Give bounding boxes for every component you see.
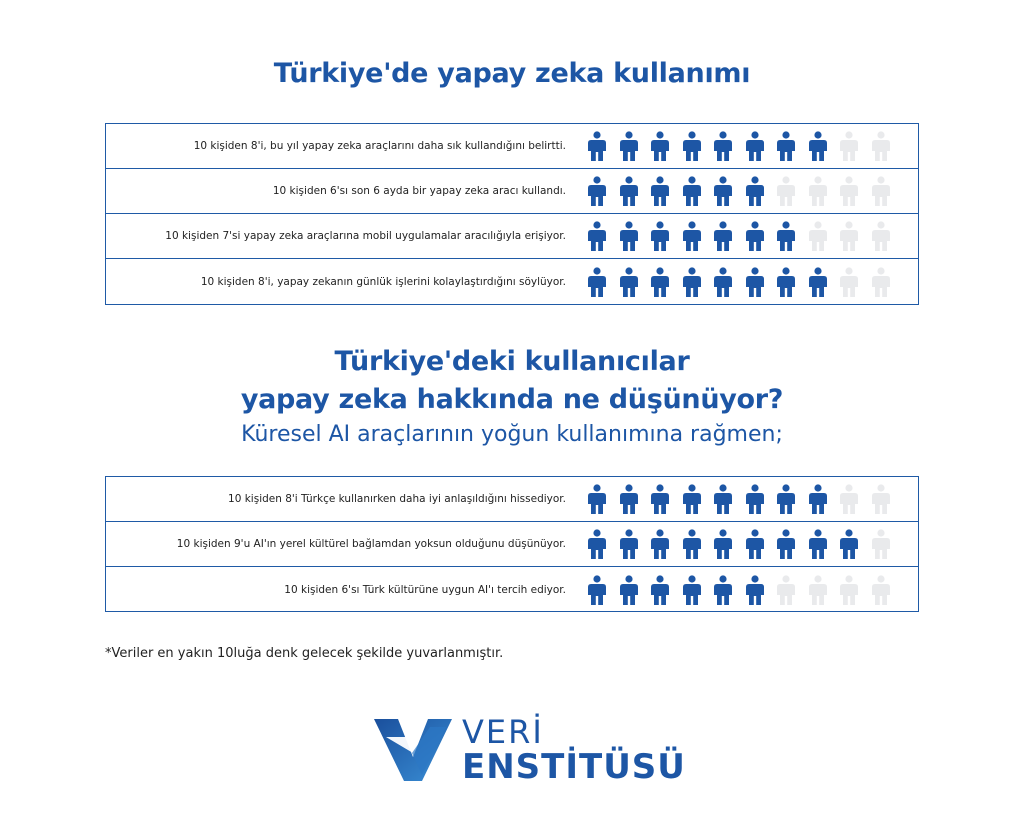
- person-icon: [681, 221, 703, 251]
- person-icon: [744, 575, 766, 605]
- person-icon: [775, 176, 797, 206]
- person-icon: [744, 529, 766, 559]
- row-label: 10 kişiden 6'sı Türk kültürüne uygun AI'ı tercih ediyor.: [284, 583, 566, 596]
- person-icon: [870, 221, 892, 251]
- pictogram: [572, 176, 901, 206]
- table-row: [106, 522, 918, 567]
- row-label: 10 kişiden 6'sı son 6 ayda bir yapay zeka aracı kullandı.: [272, 185, 566, 197]
- person-icon: [807, 176, 829, 206]
- person-icon: [775, 575, 797, 605]
- section2-title: [0, 343, 1024, 419]
- person-icon: [649, 131, 671, 161]
- person-icon: [870, 484, 892, 514]
- table-row: [106, 259, 918, 304]
- chart-title-usage: Türkiye'de yapay zeka kullanımı: [273, 58, 751, 89]
- person-icon: [744, 176, 766, 206]
- logo-text-enstitusu: ENSTİTÜSÜ: [462, 747, 686, 787]
- person-icon: [618, 575, 640, 605]
- table-row: [106, 477, 918, 522]
- person-icon: [870, 176, 892, 206]
- person-icon: [618, 484, 640, 514]
- person-icon: [807, 221, 829, 251]
- opinions-table: [105, 476, 919, 612]
- pictogram: [572, 575, 901, 605]
- usage-table: [105, 123, 919, 305]
- person-icon: [586, 575, 608, 605]
- person-icon: [838, 176, 860, 206]
- person-icon: [807, 131, 829, 161]
- person-icon: [807, 267, 829, 297]
- table-row: [106, 169, 918, 214]
- person-icon: [649, 267, 671, 297]
- section2-title-line1: Türkiye'deki kullanıcılar: [334, 346, 690, 377]
- person-icon: [586, 131, 608, 161]
- footnote: *Veriler en yakın 10luğa denk gelecek şekilde yuvarlanmıştır.: [105, 646, 504, 661]
- logo-mark-icon: [372, 717, 454, 783]
- pictogram: [572, 267, 901, 297]
- person-icon: [681, 267, 703, 297]
- person-icon: [807, 484, 829, 514]
- person-icon: [838, 221, 860, 251]
- person-icon: [649, 575, 671, 605]
- person-icon: [775, 131, 797, 161]
- person-icon: [649, 529, 671, 559]
- person-icon: [649, 484, 671, 514]
- pictogram: [572, 221, 901, 251]
- person-icon: [744, 484, 766, 514]
- person-icon: [807, 575, 829, 605]
- pictogram: [572, 131, 901, 161]
- pictogram: [572, 484, 901, 514]
- person-icon: [712, 267, 734, 297]
- section2-subtitle: Küresel AI araçlarının yoğun kullanımına rağmen;: [241, 422, 783, 447]
- person-icon: [649, 176, 671, 206]
- logo-text-veri: VERİ: [462, 713, 544, 751]
- person-icon: [838, 529, 860, 559]
- person-icon: [838, 131, 860, 161]
- person-icon: [838, 267, 860, 297]
- person-icon: [775, 484, 797, 514]
- row-label: 10 kişiden 9'u AI'ın yerel kültürel bağlamdan yoksun olduğunu düşünüyor.: [176, 538, 566, 550]
- table-row: [106, 214, 918, 259]
- person-icon: [712, 529, 734, 559]
- person-icon: [744, 221, 766, 251]
- person-icon: [744, 131, 766, 161]
- person-icon: [870, 267, 892, 297]
- row-label: 10 kişiden 7'si yapay zeka araçlarına mobil uygulamalar aracılığıyla erişiyor.: [165, 230, 566, 242]
- person-icon: [586, 267, 608, 297]
- person-icon: [618, 176, 640, 206]
- person-icon: [838, 575, 860, 605]
- person-icon: [712, 575, 734, 605]
- row-label: 10 kişiden 8'i, yapay zekanın günlük işlerini kolaylaştırdığını söylüyor.: [200, 275, 566, 288]
- pictogram: [572, 529, 901, 559]
- person-icon: [618, 267, 640, 297]
- person-icon: [681, 484, 703, 514]
- person-icon: [838, 484, 860, 514]
- person-icon: [586, 221, 608, 251]
- person-icon: [775, 529, 797, 559]
- person-icon: [586, 484, 608, 514]
- table-row: [106, 124, 918, 169]
- person-icon: [775, 267, 797, 297]
- person-icon: [712, 176, 734, 206]
- person-icon: [712, 131, 734, 161]
- person-icon: [586, 176, 608, 206]
- row-label: 10 kişiden 8'i Türkçe kullanırken daha iyi anlaşıldığını hissediyor.: [228, 493, 566, 505]
- person-icon: [618, 131, 640, 161]
- person-icon: [681, 131, 703, 161]
- person-icon: [712, 484, 734, 514]
- person-icon: [775, 221, 797, 251]
- person-icon: [744, 267, 766, 297]
- person-icon: [618, 221, 640, 251]
- person-icon: [649, 221, 671, 251]
- person-icon: [586, 529, 608, 559]
- veri-enstitusu-logo: [372, 713, 686, 788]
- person-icon: [870, 529, 892, 559]
- person-icon: [870, 575, 892, 605]
- person-icon: [807, 529, 829, 559]
- row-label: 10 kişiden 8'i, bu yıl yapay zeka araçlarını daha sık kullandığını belirtti.: [193, 140, 566, 152]
- person-icon: [618, 529, 640, 559]
- person-icon: [681, 176, 703, 206]
- table-row: [106, 567, 918, 612]
- person-icon: [870, 131, 892, 161]
- section2-title-line2: yapay zeka hakkında ne düşünüyor?: [240, 384, 784, 415]
- person-icon: [681, 575, 703, 605]
- person-icon: [681, 529, 703, 559]
- person-icon: [712, 221, 734, 251]
